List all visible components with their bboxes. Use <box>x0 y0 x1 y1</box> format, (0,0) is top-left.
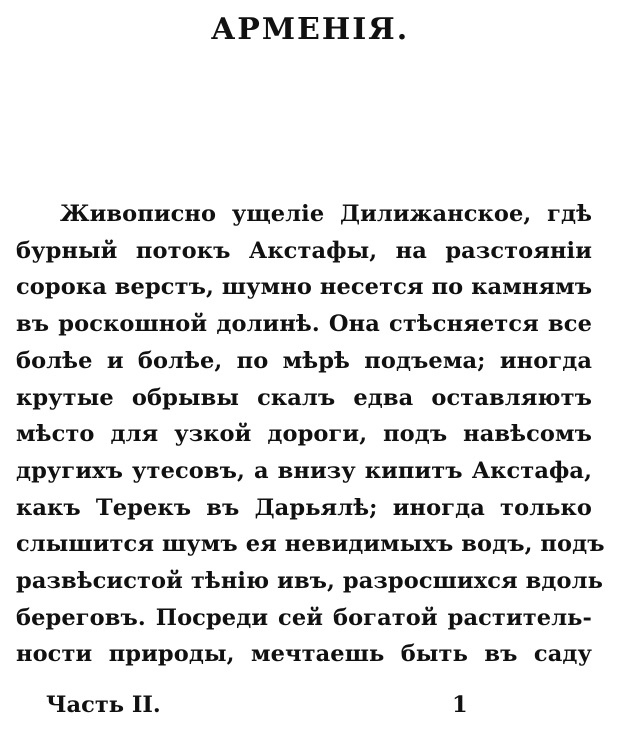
volume-part-label: Часть II. <box>46 692 161 718</box>
text-line: бурный потокъ Акстафы, на разстояніи <box>16 237 592 264</box>
text-line: мѣсто для узкой дороги, подъ навѣсомъ <box>16 421 592 448</box>
text-line: развѣсистой тѣнію ивъ, разросшихся вдоль <box>16 568 603 595</box>
signature-mark: 1 <box>452 692 468 718</box>
text-line: какъ Терекъ въ Дарьялѣ; иногда только <box>16 494 592 521</box>
text-line: береговъ. Посреди сей богатой раститель- <box>16 604 592 631</box>
page-title: АРМЕНІЯ. <box>210 12 410 47</box>
text-line: сорока верстъ, шумно несется по камнямъ <box>16 274 593 301</box>
text-line: въ роскошной долинѣ. Она стѣсняется все <box>16 311 592 338</box>
text-line: ности природы, мечтаешь быть въ саду <box>16 641 592 668</box>
text-line: другихъ утесовъ, а внизу кипитъ Акстафа, <box>16 457 592 484</box>
text-line: крутые обрывы скалъ едва оставляютъ <box>16 384 592 411</box>
text-line: болѣе и болѣе, по мѣрѣ подъема; иногда <box>16 347 592 374</box>
body-paragraph <box>16 196 605 673</box>
text-line: Живописно ущеліе Дилижанское, гдѣ <box>60 201 592 227</box>
text-line: слышится шумъ ея невидимыхъ водъ, подъ <box>16 531 605 558</box>
